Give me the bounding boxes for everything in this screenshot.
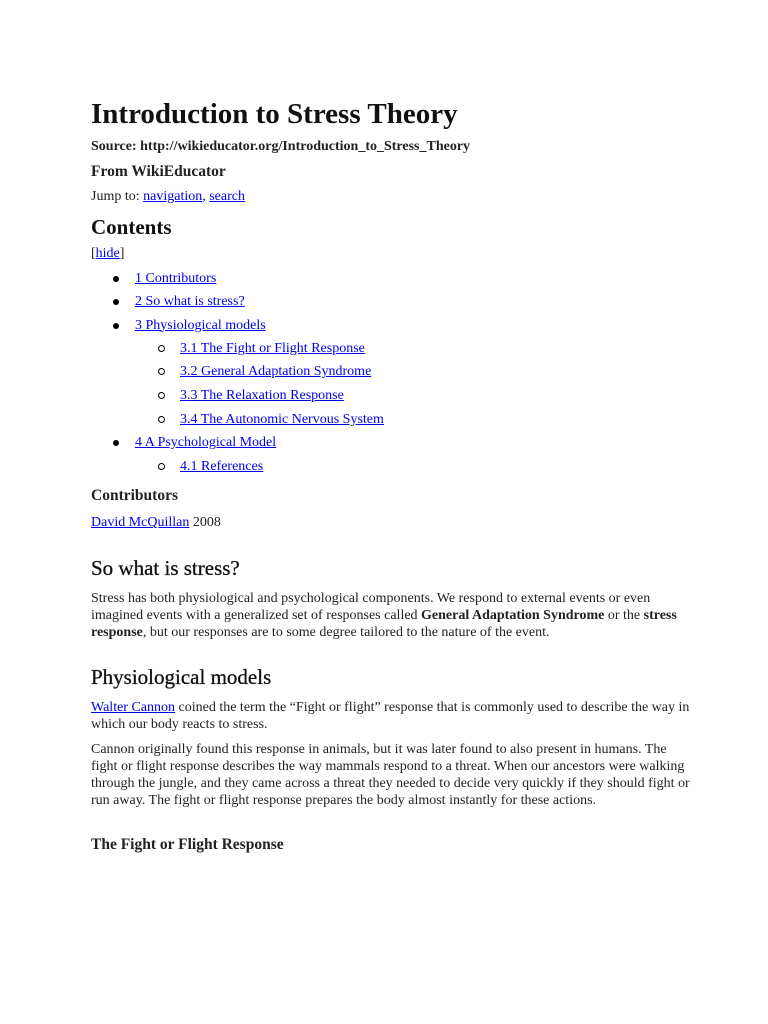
table-of-contents <box>91 267 691 478</box>
stress-text-3: , but our responses are to some degree tailored to the nature of the event. <box>142 625 550 641</box>
jump-to-line <box>91 187 691 207</box>
article <box>91 96 691 855</box>
fight-flight-heading: The Fight or Flight Response <box>91 836 284 854</box>
toc-item-so-what-is-stress <box>91 290 691 313</box>
section-heading-stress: So what is stress? <box>91 556 240 581</box>
section-heading-physiological: Physiological models <box>91 665 272 690</box>
contributor-line <box>91 514 691 532</box>
toc-subitem <box>135 455 691 479</box>
toc-link[interactable]: 3.2 General Adaptation Syndrome <box>180 364 372 380</box>
toc-subitem <box>135 408 691 432</box>
circle-bullet-icon <box>158 368 165 375</box>
toc-sublist <box>135 337 691 431</box>
toc-item-contributors <box>91 267 691 290</box>
bullet-icon <box>113 276 119 282</box>
contributor-year: 2008 <box>189 515 221 531</box>
contributors-heading: Contributors <box>91 487 178 505</box>
stress-paragraph <box>91 590 691 641</box>
toc-link[interactable]: 3.4 The Autonomic Nervous System <box>180 411 384 427</box>
circle-bullet-icon <box>158 345 165 352</box>
bullet-icon <box>113 299 119 305</box>
from-line: From WikiEducator <box>91 163 226 180</box>
contents-heading: Contents <box>91 215 172 239</box>
circle-bullet-icon <box>158 416 165 423</box>
walter-cannon-link[interactable]: Walter Cannon <box>91 700 176 716</box>
page-title: Introduction to Stress Theory <box>91 98 458 130</box>
circle-bullet-icon <box>158 392 165 399</box>
physio-paragraph-1 <box>91 699 691 733</box>
jump-to-prefix: Jump to: <box>91 189 144 204</box>
toc-subitem <box>135 384 691 408</box>
toc-subitem <box>135 337 691 361</box>
bullet-icon <box>113 323 119 329</box>
stress-text-1: Stress has both physiological and psychological components. We respond to external events or even imagined events with a generalized set of responses called <box>91 591 651 624</box>
toc-item-physiological-models <box>91 314 691 432</box>
toc-sublist <box>135 455 691 479</box>
source-line: Source: http://wikieducator.org/Introduction_to_Stress_Theory <box>91 139 471 154</box>
stress-text-2: or the <box>604 608 644 624</box>
circle-bullet-icon <box>158 463 165 470</box>
contributor-link[interactable]: David McQuillan <box>91 515 190 531</box>
toc-link[interactable]: 2 So what is stress? <box>135 294 245 310</box>
physio-text-1: coined the term the “Fight or flight” response that is commonly used to describe the way in which our body reacts to stress. <box>91 700 690 733</box>
toc-item-psychological-model <box>91 431 691 478</box>
toc-link[interactable]: 3.1 The Fight or Flight Response <box>180 340 365 356</box>
toc-link[interactable]: 4.1 References <box>180 458 264 474</box>
physio-paragraph-2: Cannon originally found this response in animals, but it was later found to also present in humans. The fight or flight response describes the way mammals respond to a threat. When our ancestors were walking through the jungle, and they came across a threat they needed to decide very quickly if they should fight or run away. The fight or flight response prepares the body almost instantly for these actions. <box>91 742 690 809</box>
search-link[interactable]: search <box>209 189 245 204</box>
stress-bold-gas: General Adaptation Syndrome <box>421 608 605 624</box>
hide-link[interactable]: hide <box>95 246 120 261</box>
hide-bracket-open: [ <box>91 246 96 261</box>
toc-link[interactable]: 1 Contributors <box>135 271 217 286</box>
toc-link[interactable]: 3.3 The Relaxation Response <box>180 388 344 404</box>
stress-bold-response: stress response <box>91 608 677 641</box>
hide-bracket-close: ] <box>119 246 125 261</box>
toc-link[interactable]: 4 A Psychological Model <box>135 435 277 451</box>
jump-separator: , <box>202 189 210 204</box>
bullet-icon <box>113 440 119 446</box>
toc-link[interactable]: 3 Physiological models <box>135 317 266 333</box>
toc-subitem <box>135 360 691 384</box>
navigation-link[interactable]: navigation <box>143 189 203 204</box>
toc-hide-toggle <box>91 245 691 263</box>
